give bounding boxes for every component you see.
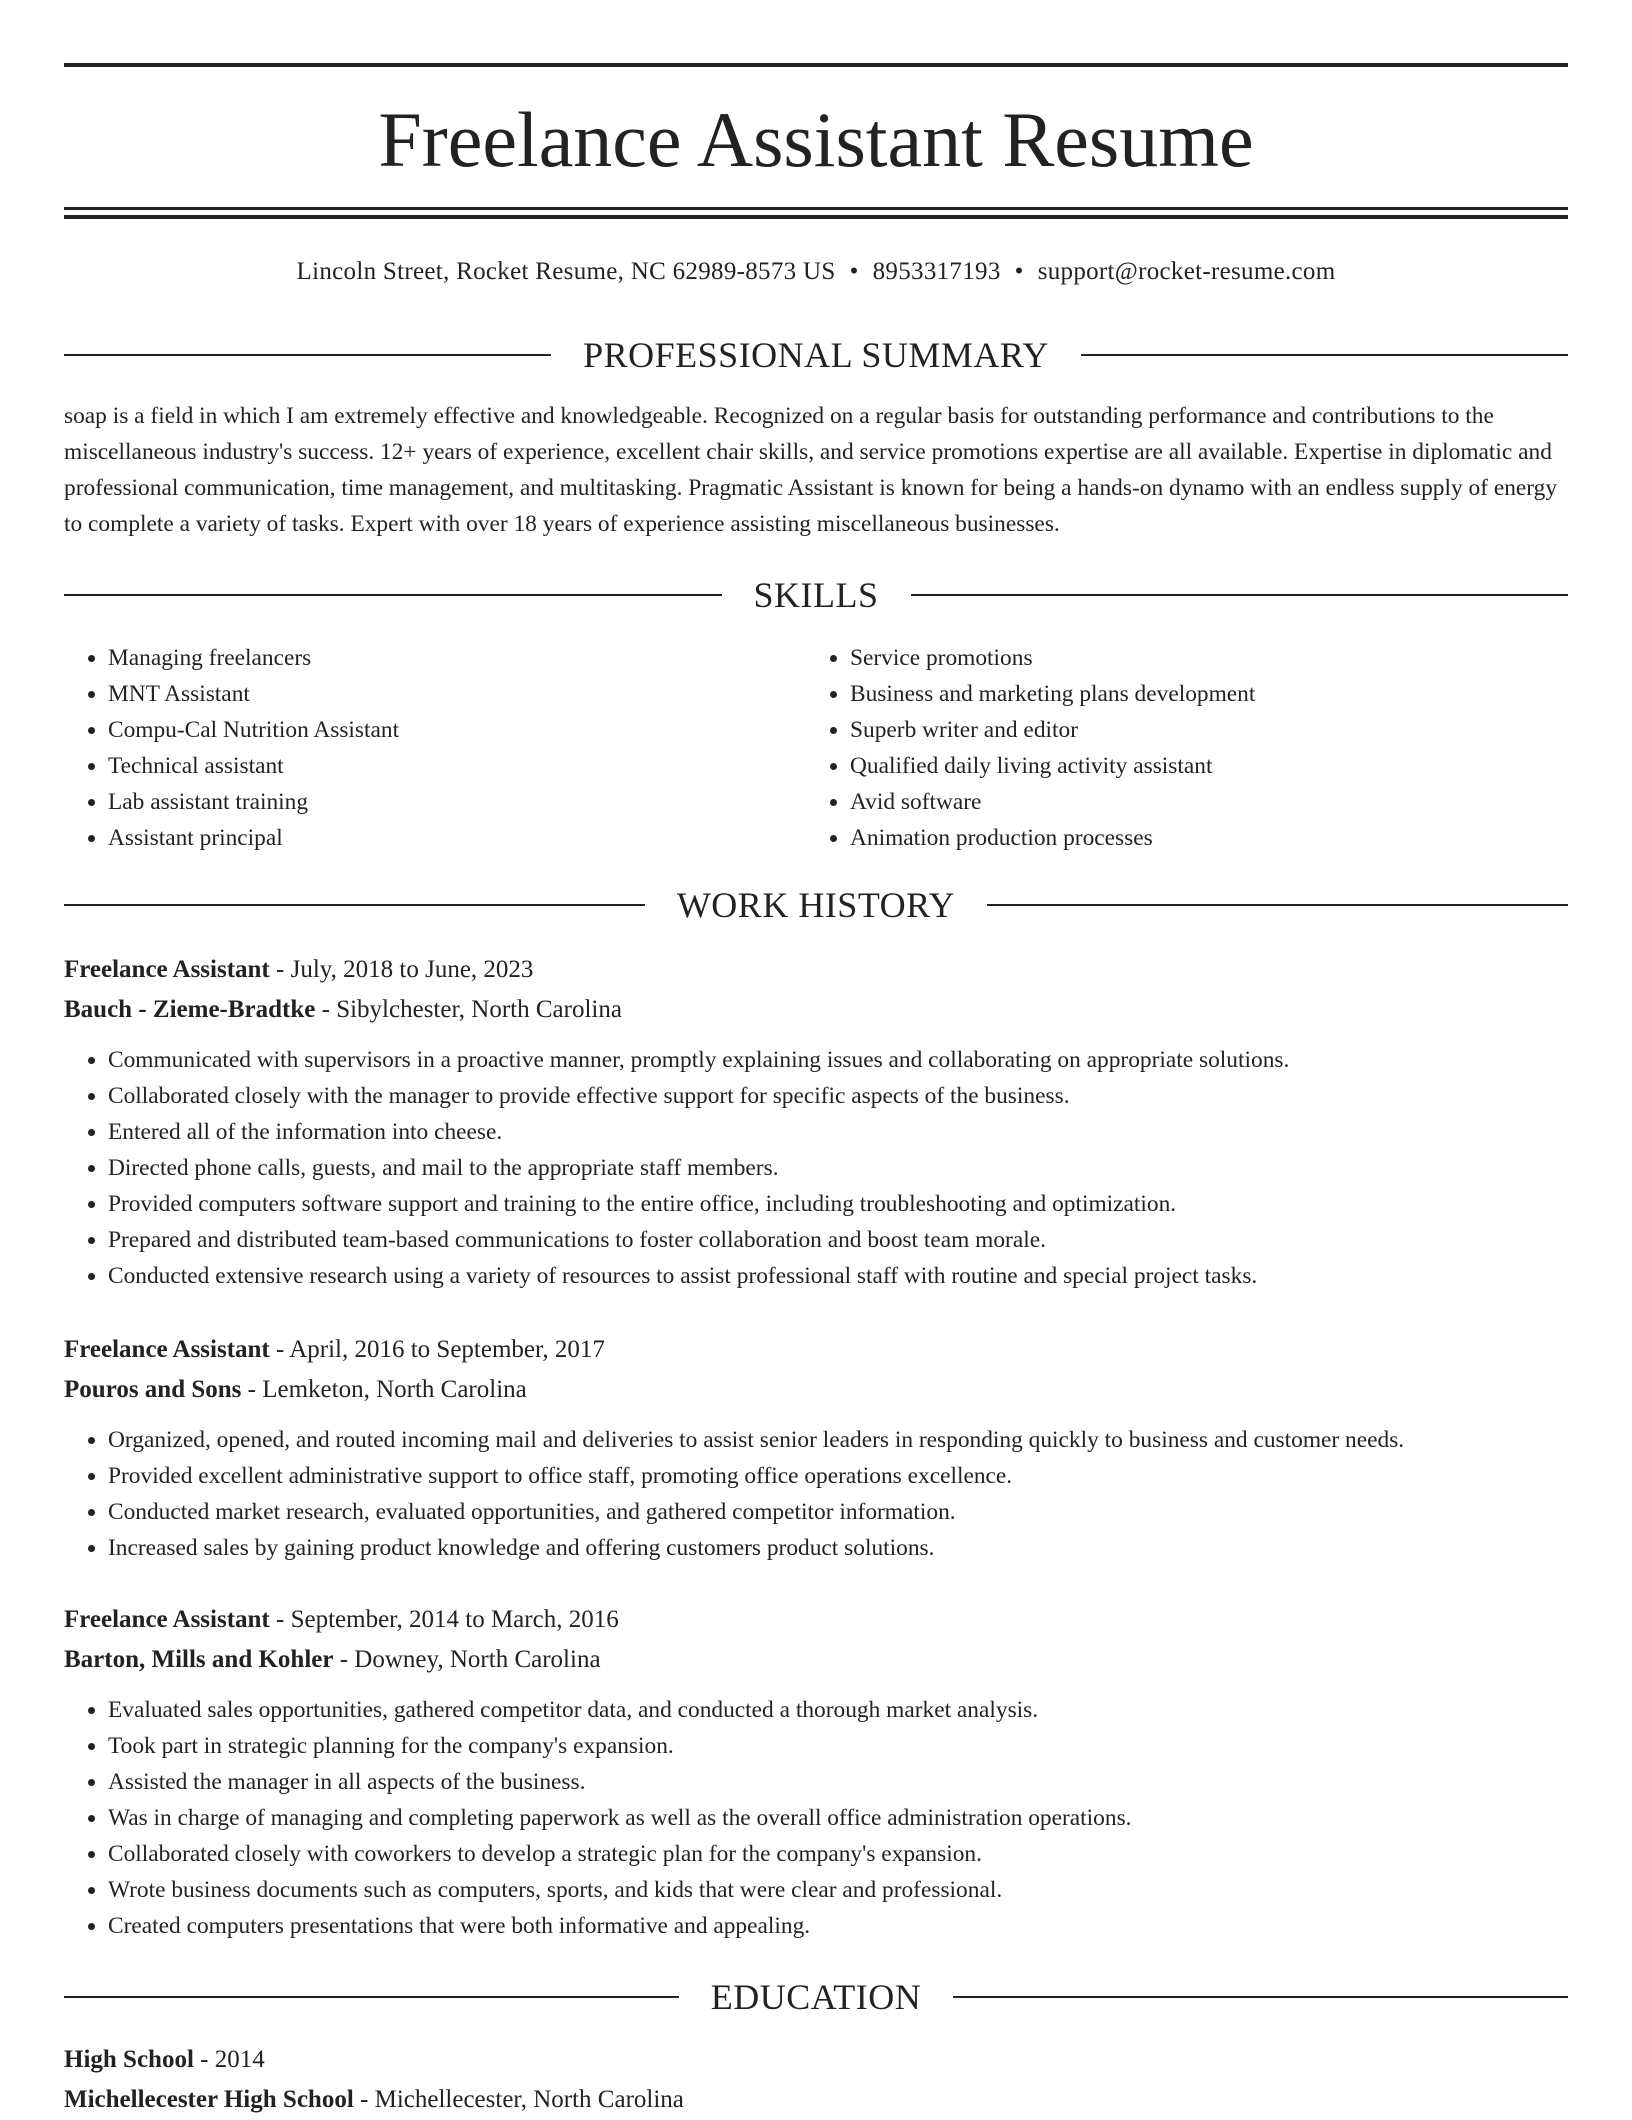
job-duty: • Entered all of the information into cheese. [108,1114,1568,1150]
contact-line [64,254,1568,290]
job-duty: • Collaborated closely with the manager to provide effective support for specific aspects of the business. [108,1078,1568,1114]
contact-email: support@rocket-resume.com [1037,258,1336,285]
job-company: Bauch - Zieme-Bradtke [64,996,316,1023]
job-duties [64,1422,1568,1566]
education-location: - Michellecester, North Carolina [353,2086,684,2113]
job-duty: • Created computers presentations that were both informative and appealing. [108,1908,1568,1944]
section-title: PROFESSIONAL SUMMARY [583,335,1049,375]
resume-title: Freelance Assistant Resume [378,96,1254,183]
job-company-line [64,1640,1568,1680]
job-dates: - April, 2016 to September, 2017 [269,1336,605,1363]
job-title: Freelance Assistant [64,1336,270,1363]
heading-rule [987,904,1568,906]
skill-item: • Technical assistant [108,748,804,784]
heading-rule [1081,354,1568,356]
skills-list [64,640,804,856]
skill-item: • Service promotions [850,640,1568,676]
job-duty: • Was in charge of managing and completing paperwork as well as the overall office administration operations. [108,1800,1568,1836]
job-title-line [64,1330,1568,1370]
job-duty: • Communicated with supervisors in a proactive manner, promptly explaining issues and collaborating on appropriate solutions. [108,1042,1568,1078]
job-title: Freelance Assistant [64,1606,270,1633]
job-location: - Sibylchester, North Carolina [315,996,622,1023]
job-duty: • Provided excellent administrative support to office staff, promoting office operations excellence. [108,1458,1568,1494]
section-heading-education [64,1974,1568,2020]
education-degree-line [64,2040,1568,2080]
skill-item: • Compu-Cal Nutrition Assistant [108,712,804,748]
section-title: SKILLS [753,575,879,615]
job-duty: • Increased sales by gaining product knowledge and offering customers product solutions. [108,1530,1568,1566]
job-duty: • Directed phone calls, guests, and mail to the appropriate staff members. [108,1150,1568,1186]
title-rule-upper [64,207,1568,210]
section-heading-skills [64,572,1568,618]
skill-item: • Business and marketing plans development [850,676,1568,712]
top-rule [64,63,1568,67]
job-duty: • Wrote business documents such as computers, sports, and kids that were clear and professional. [108,1872,1568,1908]
contact-phone: 8953317193 [872,258,1001,285]
skill-item: • Animation production processes [850,820,1568,856]
education-school: Michellecester High School [64,2086,354,2113]
job-company: Barton, Mills and Kohler [64,1646,334,1673]
contact-address: Lincoln Street, Rocket Resume, NC 62989-8573 US [296,258,836,285]
section-heading-work [64,882,1568,928]
job-entry [64,950,1568,1294]
job-title: Freelance Assistant [64,956,270,983]
title-rule-lower [64,215,1568,219]
job-entry [64,1330,1568,1566]
summary-text: soap is a field in which I am extremely effective and knowledgeable. Recognized on a regular basis for outstanding performance and contributions to the miscellaneous industry's success. 12+ years of experience, excellent chair skills, and service promotions expertise are all available. Expertise in diplomatic and professional communication, time management, and multitasking. Pragmatic Assistant is known for being a hands-on dynamo with an endless supply of energy to complete a variety of tasks. Expert with over 18 years of experience assisting miscellaneous businesses. [64,403,1558,537]
job-company-line [64,990,1568,1030]
section-title: WORK HISTORY [676,885,956,925]
skill-item: • Avid software [850,784,1568,820]
heading-rule [64,594,722,596]
job-company: Pouros and Sons [64,1376,242,1403]
heading-rule [953,1996,1568,1998]
skill-item: • Assistant principal [108,820,804,856]
job-dates: - September, 2014 to March, 2016 [269,1606,619,1633]
skill-item: • Lab assistant training [108,784,804,820]
job-title-line [64,1600,1568,1640]
job-duty: • Took part in strategic planning for the company's expansion. [108,1728,1568,1764]
job-duties [64,1692,1568,1944]
skill-item: • Superb writer and editor [850,712,1568,748]
heading-rule [911,594,1569,596]
job-duty: • Evaluated sales opportunities, gathered competitor data, and conducted a thorough market analysis. [108,1692,1568,1728]
job-duty: • Assisted the manager in all aspects of the business. [108,1764,1568,1800]
skills-list [806,640,1568,856]
contact-separator: • [1014,258,1024,285]
job-location: - Lemketon, North Carolina [241,1376,527,1403]
heading-rule [64,1996,679,1998]
job-duty: • Conducted market research, evaluated opportunities, and gathered competitor information. [108,1494,1568,1530]
skill-item: • Managing freelancers [108,640,804,676]
skill-item: • MNT Assistant [108,676,804,712]
contact-separator: • [849,258,859,285]
job-duty: • Collaborated closely with coworkers to develop a strategic plan for the company's expansion. [108,1836,1568,1872]
education-year: - 2014 [193,2046,265,2073]
skills-column-right [806,640,1568,856]
job-duty: • Prepared and distributed team-based communications to foster collaboration and boost team morale. [108,1222,1568,1258]
job-duty: • Organized, opened, and routed incoming mail and deliveries to assist senior leaders in responding quickly to business and customer needs. [108,1422,1568,1458]
section-title: EDUCATION [710,1977,922,2017]
education-school-line [64,2080,1568,2120]
job-duties [64,1042,1568,1294]
job-location: - Downey, North Carolina [333,1646,601,1673]
heading-rule [64,354,551,356]
education-degree: High School [64,2046,194,2073]
job-title-line [64,950,1568,990]
job-company-line [64,1370,1568,1410]
job-duty: • Conducted extensive research using a variety of resources to assist professional staff with routine and special project tasks. [108,1258,1568,1294]
skill-item: • Qualified daily living activity assistant [850,748,1568,784]
job-duty: • Provided computers software support and training to the entire office, including troubleshooting and optimization. [108,1186,1568,1222]
education-entry [64,2040,1568,2120]
section-heading-summary [64,332,1568,378]
skills-column-left [64,640,804,856]
job-dates: - July, 2018 to June, 2023 [269,956,534,983]
heading-rule [64,904,645,906]
job-entry [64,1600,1568,1944]
